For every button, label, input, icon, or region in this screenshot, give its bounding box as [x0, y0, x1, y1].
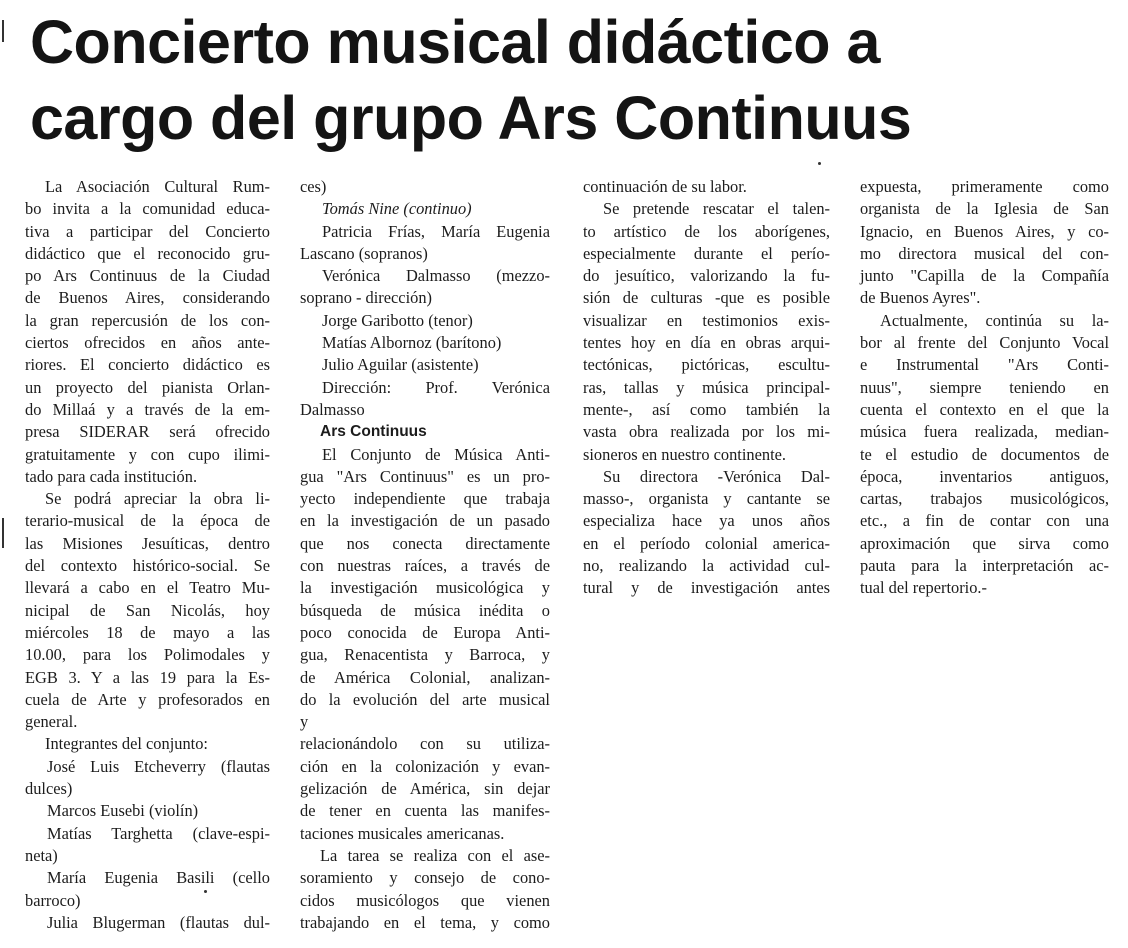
text-line: Matías Targhetta (clave-espi- [47, 823, 270, 843]
text-line: do jesuítico, valorizando la fu- [583, 266, 830, 286]
text-line: época, inventarios antiguos, [860, 466, 1109, 486]
text-line: bor al frente del Conjunto Vocal [860, 333, 1109, 353]
text-line: mo directora musical del con- [860, 243, 1109, 263]
text-line: Julio Aguilar (asistente) [322, 355, 479, 375]
text-line: 10.00, para los Polimodales y [25, 645, 270, 665]
text-line: tiva a participar del Concierto [25, 221, 270, 241]
text-line: no, realizando la actividad cul- [583, 556, 830, 576]
text-line: cidos musicólogos que vienen [300, 890, 550, 910]
text-line: Dalmasso [300, 399, 365, 419]
article-column-1 [25, 176, 270, 934]
text-line: María Eugenia Basili (cello [47, 868, 270, 888]
text-line: cartas, trabajos musicológicos, [860, 489, 1109, 509]
text-line: Integrantes del conjunto: [45, 734, 208, 754]
text-line: terario-musical de la época de [25, 511, 270, 531]
text-line: vasta obra realizada por los mi- [583, 422, 830, 442]
text-line: búsqueda de música inédita o [300, 600, 550, 620]
text-line: y [300, 712, 309, 732]
text-line: la gran repercusión de los con- [25, 310, 270, 330]
text-line: barroco) [25, 890, 81, 910]
text-line: Patricia Frías, María Eugenia [322, 221, 550, 241]
text-line: te el estudio de documentos de [860, 444, 1109, 464]
text-line: do la evolución del arte musical [300, 689, 550, 709]
text-line: de tener en cuenta las manifes- [300, 801, 550, 821]
text-line: masso-, organista y cantante se [583, 489, 830, 509]
text-line: música fuera realizada, median- [860, 422, 1109, 442]
scan-speck [818, 162, 821, 165]
text-line: sión de culturas -que es posible [583, 288, 830, 308]
text-line: gelización de América, sin dejar [300, 779, 550, 799]
text-line: Su directora -Verónica Dal- [603, 466, 830, 486]
text-line: cuela de Arte y profesorados en [25, 689, 270, 709]
text-line: neta) [25, 845, 58, 865]
text-line: en el período colonial america- [583, 533, 830, 553]
text-line: de Buenos Ayres". [860, 288, 981, 308]
text-line: general. [25, 712, 78, 732]
text-line: didáctico que el reconocido gru- [25, 243, 270, 263]
text-line: cuenta el contexto en el que la [860, 399, 1109, 419]
text-line: relacionándolo con su utiliza- [300, 734, 550, 754]
text-line: tado para cada institución. [25, 466, 198, 486]
text-line: llevará a cabo en el Teatro Mu- [25, 578, 270, 598]
text-line: tual del repertorio.- [860, 578, 987, 598]
text-line: nuus", siempre teniendo en [860, 377, 1109, 397]
text-line: Actualmente, continúa su la- [880, 310, 1109, 330]
text-line: EGB 3. Y a las 19 para la Es- [25, 667, 270, 687]
text-line: Se podrá apreciar la obra li- [45, 489, 270, 509]
text-line: la investigación musicológica y [300, 578, 550, 598]
text-line: Julia Blugerman (flautas dul- [47, 912, 270, 932]
text-line: gratuitamente y con cupo ilimi- [25, 444, 270, 464]
text-line: en la investigación de un pasado [300, 511, 550, 531]
text-line: bo invita a la comunidad educa- [25, 199, 270, 219]
text-line: especialmente durante el perío- [583, 243, 830, 263]
text-line: ciertos ofrecidos en años ante- [25, 333, 270, 353]
text-line: Tomás Nine (continuo) [322, 199, 472, 219]
text-line: junto "Capilla de la Compañía [860, 266, 1109, 286]
article-column-4 [860, 176, 1109, 600]
text-line: que nos conecta directamente [300, 533, 550, 553]
article-column-3 [583, 176, 830, 600]
text-line: ción en la colonización y evan- [300, 756, 550, 776]
text-line: to artístico de los aborígenes, [583, 221, 830, 241]
text-line: El Conjunto de Música Anti- [322, 444, 550, 464]
text-line: organista de la Iglesia de San [860, 199, 1109, 219]
text-line: Se pretende rescatar el talen- [603, 199, 830, 219]
text-line: po Ars Continuus de la Ciudad [25, 266, 270, 286]
article-headline [30, 4, 1110, 156]
text-line: ras, tallas y música principal- [583, 377, 830, 397]
text-line: riores. El concierto didáctico es [25, 355, 270, 375]
text-line: las Misiones Jesuíticas, dentro [25, 533, 270, 553]
text-line: gua "Ars Continuus" es un pro- [300, 466, 550, 486]
text-line: e Instrumental "Ars Conti- [860, 355, 1109, 375]
text-line: sioneros en nuestro continente. [583, 444, 787, 464]
text-line: Matías Albornoz (barítono) [322, 333, 502, 353]
text-line: tectónicas, pictóricas, escultu- [583, 355, 830, 375]
text-line: taciones musicales americanas. [300, 823, 505, 843]
text-line: con nuestras raíces, a través de [300, 556, 550, 576]
text-line: tentes hoy en día en obras arqui- [583, 333, 830, 353]
text-line: trabajando en el tema, y como [300, 912, 550, 932]
section-subheading: Ars Continuus [320, 423, 427, 441]
text-line: La tarea se realiza con el ase- [320, 845, 550, 865]
text-line: aproximación que sirva como [860, 533, 1109, 553]
text-line: nicipal de San Nicolás, hoy [25, 600, 270, 620]
headline-line-1: Concierto musical didáctico a [30, 8, 880, 76]
text-line: gua, Renacentista y Barroca, y [300, 645, 550, 665]
text-line: continuación de su labor. [583, 177, 747, 196]
text-line: poco conocida de Europa Anti- [300, 622, 550, 642]
text-line: José Luis Etcheverry (flautas [47, 756, 270, 776]
scan-edge-mark [2, 20, 4, 42]
text-line: dulces) [25, 779, 73, 799]
text-line: Marcos Eusebi (violín) [47, 801, 199, 821]
text-line: tural y de investigación antes [583, 578, 830, 598]
scan-edge-mark [2, 518, 4, 548]
text-line: especializa hace ya unos años [583, 511, 830, 531]
text-line: pauta para la interpretación ac- [860, 556, 1109, 576]
text-line: Dirección: Prof. Verónica [322, 377, 550, 397]
text-line: ces) [300, 177, 327, 196]
text-line: del contexto histórico-social. Se [25, 556, 270, 576]
text-line: soprano - dirección) [300, 288, 432, 308]
text-line: La Asociación Cultural Rum- [45, 177, 270, 196]
text-line: Jorge Garibotto (tenor) [322, 310, 473, 330]
article-column-2 [300, 176, 550, 934]
text-line: Ignacio, en Buenos Aires, y co- [860, 221, 1109, 241]
text-line: visualizar en testimonios exis- [583, 310, 830, 330]
text-line: Lascano (sopranos) [300, 243, 428, 263]
text-line: de Buenos Aires, considerando [25, 288, 270, 308]
text-line: presa SIDERAR será ofrecido [25, 422, 270, 442]
text-line: expuesta, primeramente como [860, 177, 1109, 196]
text-line: soramiento y consejo de cono- [300, 868, 550, 888]
text-line: un proyecto del pianista Orlan- [25, 377, 270, 397]
text-line: do Millaá y a través de la em- [25, 399, 270, 419]
text-line: de América Colonial, analizan- [300, 667, 550, 687]
headline-line-2: cargo del grupo Ars Continuus [30, 84, 912, 152]
text-line: Verónica Dalmasso (mezzo- [322, 266, 550, 286]
text-line: etc., a fin de contar con una [860, 511, 1109, 531]
text-line: miércoles 18 de mayo a las [25, 622, 270, 642]
text-line: mente-, así como también la [583, 399, 830, 419]
text-line: yecto independiente que trabaja [300, 489, 550, 509]
